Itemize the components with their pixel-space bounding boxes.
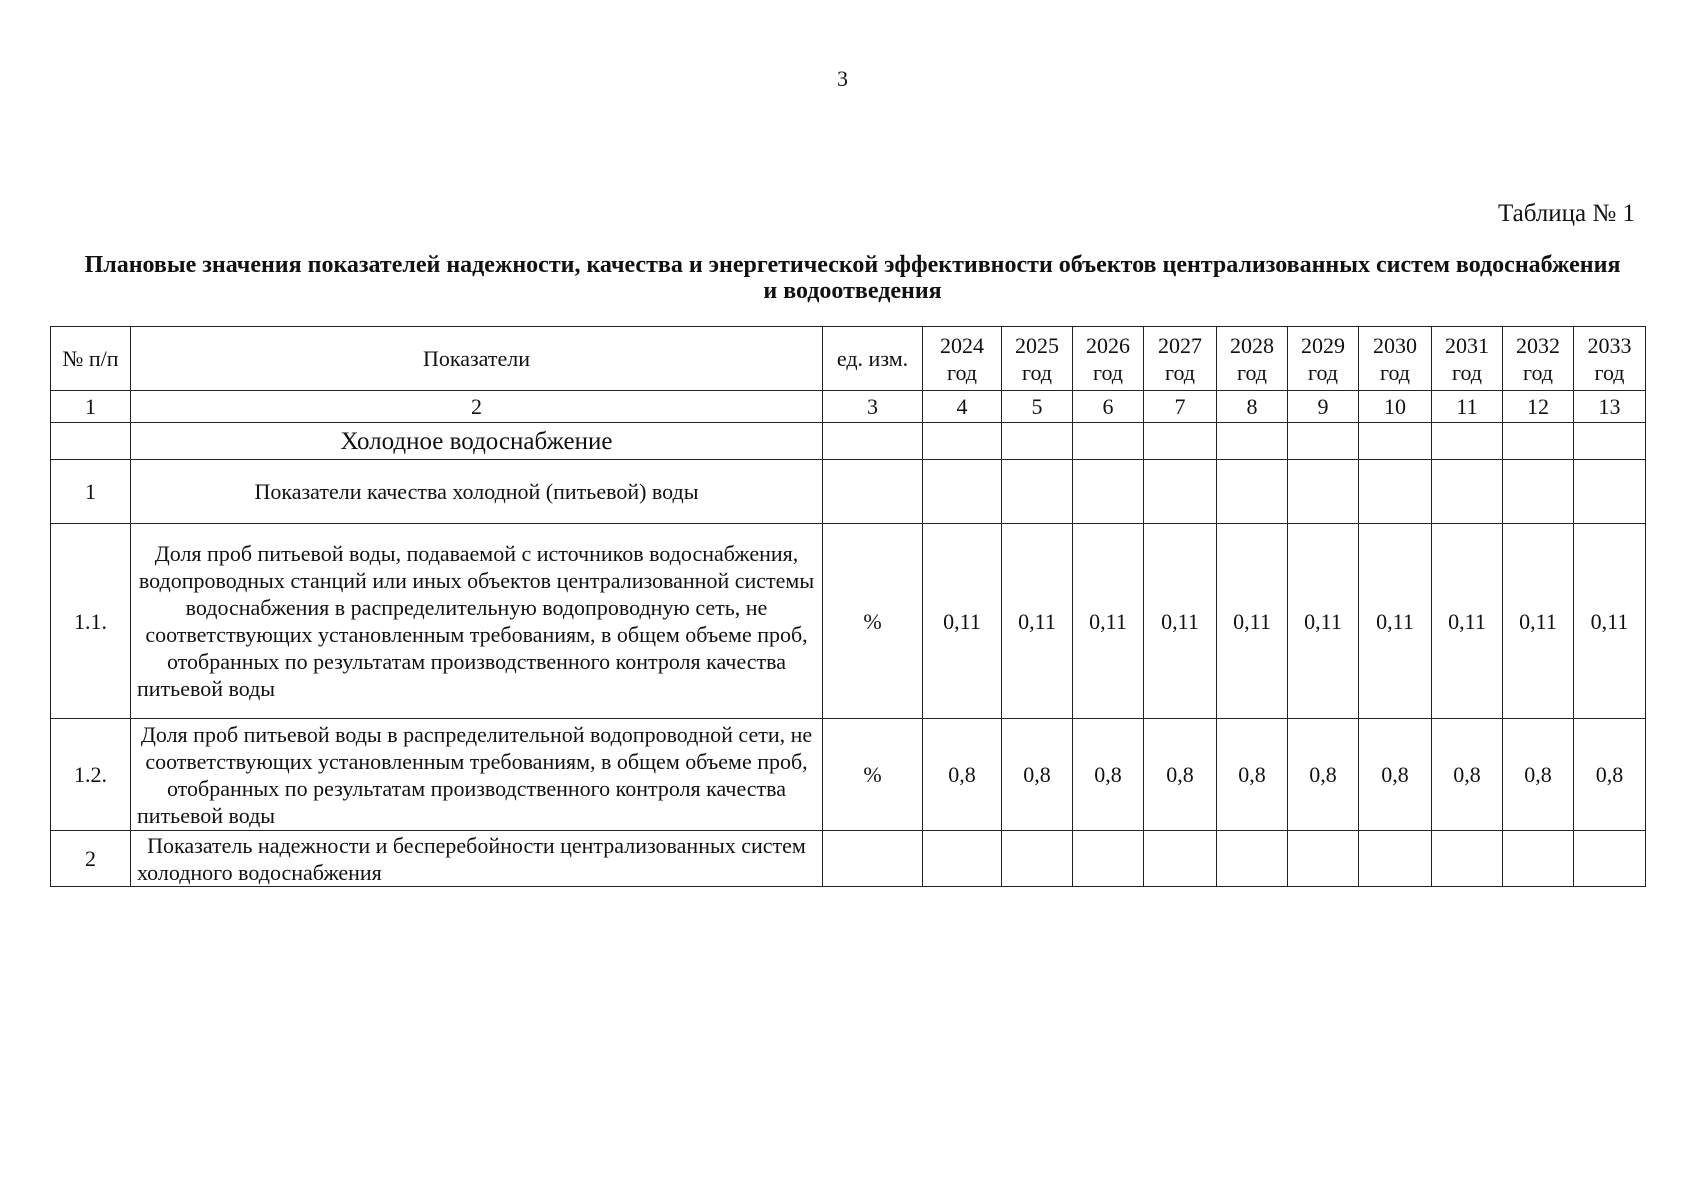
- column-number: 5: [1002, 391, 1073, 423]
- row-value: 0,8: [1002, 719, 1073, 831]
- empty-cell: [1574, 460, 1646, 524]
- table-row: [51, 524, 1646, 719]
- row-value: 0,11: [1002, 524, 1073, 719]
- empty-cell: [1288, 831, 1359, 887]
- header-year: 2033 год: [1574, 327, 1646, 391]
- row-description: Доля проб питьевой воды в распределительной водопроводной сети, не соответствующих установленным требованиям, в общем объеме проб, отобранных по результатам производственного контроля качества питьевой воды: [131, 719, 823, 831]
- row-value: 0,8: [923, 719, 1002, 831]
- empty-cell: [1002, 423, 1073, 460]
- header-year: 2024 год: [923, 327, 1002, 391]
- table-header-row: [51, 327, 1646, 391]
- empty-cell: [1432, 831, 1503, 887]
- row-value: 0,11: [1144, 524, 1217, 719]
- row-value: 0,11: [1073, 524, 1144, 719]
- row-value: 0,11: [1359, 524, 1432, 719]
- empty-cell: [1359, 831, 1432, 887]
- indicators-table: [50, 326, 1646, 887]
- empty-cell: [1503, 460, 1574, 524]
- header-year: 2025 год: [1002, 327, 1073, 391]
- empty-cell: [1002, 460, 1073, 524]
- empty-cell: [51, 423, 131, 460]
- column-number: 10: [1359, 391, 1432, 423]
- header-year: 2030 год: [1359, 327, 1432, 391]
- section-row: [51, 423, 1646, 460]
- header-year: 2032 год: [1503, 327, 1574, 391]
- header-year: 2028 год: [1217, 327, 1288, 391]
- column-number: 9: [1288, 391, 1359, 423]
- empty-cell: [1073, 831, 1144, 887]
- table-label: Таблица № 1: [1497, 200, 1635, 227]
- column-number: 7: [1144, 391, 1217, 423]
- empty-cell: [1288, 423, 1359, 460]
- row-value: 0,11: [1503, 524, 1574, 719]
- row-value: 0,8: [1144, 719, 1217, 831]
- row-number: 1.2.: [51, 719, 131, 831]
- empty-cell: [1217, 423, 1288, 460]
- empty-cell: [1144, 460, 1217, 524]
- row-unit: %: [823, 524, 923, 719]
- header-num: № п/п: [51, 327, 131, 391]
- empty-cell: [1359, 423, 1432, 460]
- row-unit: %: [823, 719, 923, 831]
- group-row: [51, 460, 1646, 524]
- header-indicator: Показатели: [131, 327, 823, 391]
- empty-cell: [1217, 460, 1288, 524]
- empty-cell: [923, 831, 1002, 887]
- row-value: 0,8: [1503, 719, 1574, 831]
- row-description: Доля проб питьевой воды, подаваемой с источников водоснабжения, водопроводных станций или иных объектов централизованной системы водоснабжения в распределительную водопроводную сеть, не соответствующих установленным требованиям, в общем объеме проб, отобранных по результатам производственного контроля качества питьевой воды: [131, 524, 823, 719]
- empty-cell: [1359, 460, 1432, 524]
- empty-cell: [1002, 831, 1073, 887]
- empty-cell: [1217, 831, 1288, 887]
- column-number: 12: [1503, 391, 1574, 423]
- empty-cell: [823, 460, 923, 524]
- row-value: 0,11: [1574, 524, 1646, 719]
- group-title: Показатель надежности и бесперебойности централизованных систем холодного водоснабжения: [131, 831, 823, 887]
- section-title: Холодное водоснабжение: [131, 423, 823, 460]
- empty-cell: [1503, 831, 1574, 887]
- row-value: 0,8: [1073, 719, 1144, 831]
- row-value: 0,11: [1432, 524, 1503, 719]
- empty-cell: [1288, 460, 1359, 524]
- empty-cell: [923, 460, 1002, 524]
- row-value: 0,8: [1574, 719, 1646, 831]
- group-title: Показатели качества холодной (питьевой) воды: [131, 460, 823, 524]
- row-value: 0,8: [1217, 719, 1288, 831]
- empty-cell: [1432, 423, 1503, 460]
- header-year: 2026 год: [1073, 327, 1144, 391]
- row-value: 0,11: [923, 524, 1002, 719]
- table-row: [51, 719, 1646, 831]
- empty-cell: [1144, 831, 1217, 887]
- empty-cell: [1574, 831, 1646, 887]
- row-value: 0,11: [1288, 524, 1359, 719]
- group-number: 2: [51, 831, 131, 887]
- header-unit: ед. изм.: [823, 327, 923, 391]
- empty-cell: [823, 423, 923, 460]
- group-row: [51, 831, 1646, 887]
- row-number: 1.1.: [51, 524, 131, 719]
- row-value: 0,8: [1288, 719, 1359, 831]
- empty-cell: [1144, 423, 1217, 460]
- column-number: 11: [1432, 391, 1503, 423]
- page-number: 3: [837, 66, 848, 91]
- header-year: 2027 год: [1144, 327, 1217, 391]
- row-value: 0,8: [1359, 719, 1432, 831]
- column-number: 1: [51, 391, 131, 423]
- column-number: 13: [1574, 391, 1646, 423]
- column-number: 4: [923, 391, 1002, 423]
- row-value: 0,8: [1432, 719, 1503, 831]
- empty-cell: [1574, 423, 1646, 460]
- row-value: 0,11: [1217, 524, 1288, 719]
- column-number-row: [51, 391, 1646, 423]
- empty-cell: [1503, 423, 1574, 460]
- empty-cell: [923, 423, 1002, 460]
- header-year: 2029 год: [1288, 327, 1359, 391]
- group-number: 1: [51, 460, 131, 524]
- column-number: 6: [1073, 391, 1144, 423]
- empty-cell: [1073, 423, 1144, 460]
- document-title: Плановые значения показателей надежности, качества и энергетической эффективности объектов централизованных систем водоснабжения и водоотведения: [84, 252, 1621, 304]
- column-number: 8: [1217, 391, 1288, 423]
- empty-cell: [823, 831, 923, 887]
- header-year: 2031 год: [1432, 327, 1503, 391]
- empty-cell: [1073, 460, 1144, 524]
- column-number: 3: [823, 391, 923, 423]
- empty-cell: [1432, 460, 1503, 524]
- column-number: 2: [131, 391, 823, 423]
